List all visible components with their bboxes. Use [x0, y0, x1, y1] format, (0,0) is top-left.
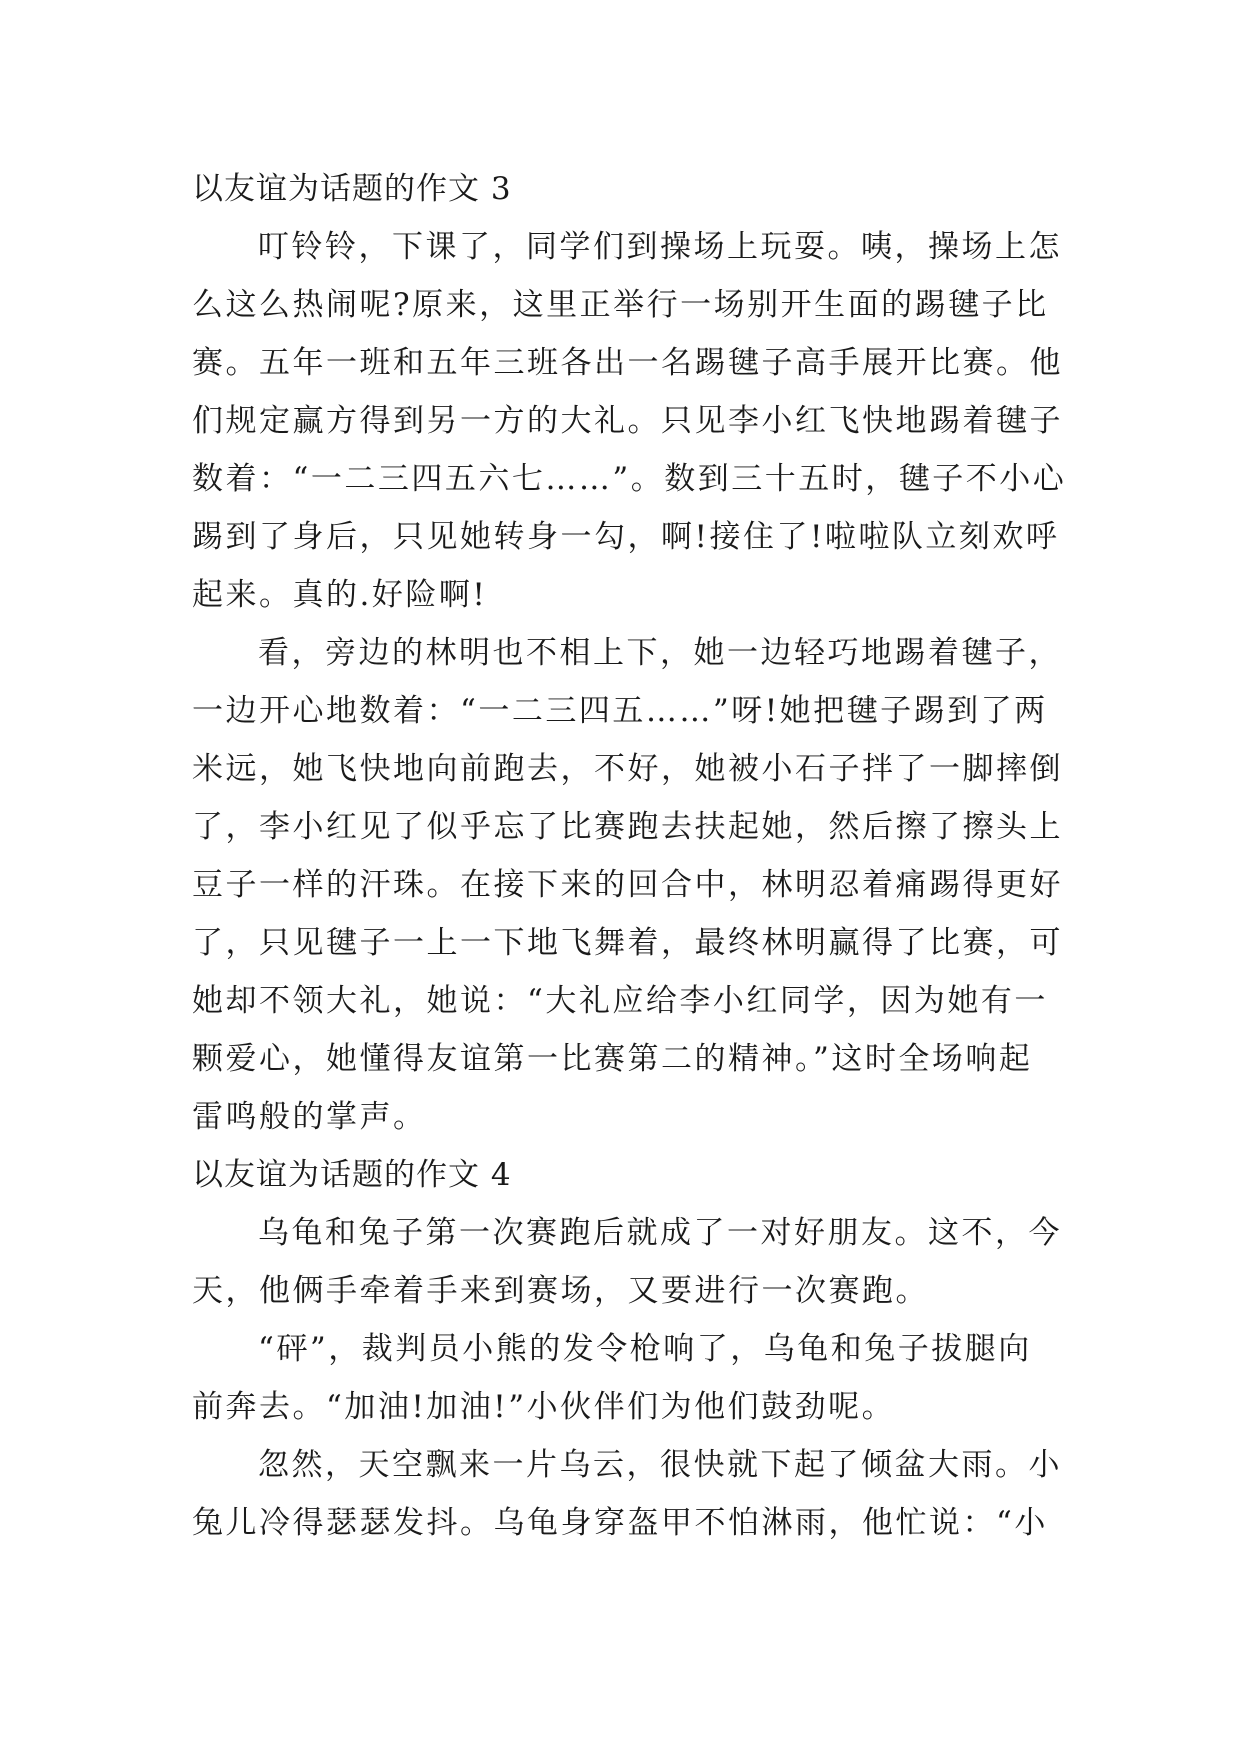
paragraph-line: 她却不领大礼，她说：“大礼应给李小红同学，因为她有一 [192, 983, 1048, 1019]
paragraph-line: 一边开心地数着：“一二三四五……”呀!她把毽子踢到了两 [192, 693, 1048, 729]
paragraph-line: 乌龟和兔子第一次赛跑后就成了一对好朋友。这不，今 [258, 1215, 1062, 1251]
essay-text [192, 160, 1067, 1552]
paragraph-line: 米远，她飞快地向前跑去，不好，她被小石子拌了一脚摔倒 [192, 751, 1063, 787]
paragraph-line: 前奔去。“加油!加油!”小伙伴们为他们鼓劲呢。 [192, 1389, 896, 1425]
paragraph-line: 兔儿冷得瑟瑟发抖。乌龟身穿盔甲不怕淋雨，他忙说：“小 [192, 1505, 1048, 1541]
paragraph-line: 颗爱心，她懂得友谊第一比赛第二的精神。”这时全场响起 [192, 1041, 1033, 1077]
paragraph-line: 天，他俩手牵着手来到赛场，又要进行一次赛跑。 [192, 1273, 929, 1309]
essay-title-4: 以友谊为话题的作文 4 [192, 1157, 512, 1193]
paragraph-line: 么这么热闹呢?原来，这里正举行一场别开生面的踢毽子比 [192, 287, 1049, 323]
paragraph-line: 看，旁边的林明也不相上下，她一边轻巧地踢着毽子， [258, 635, 1062, 671]
paragraph-line: “砰”，裁判员小熊的发令枪响了，乌龟和兔子拔腿向 [258, 1331, 1032, 1367]
paragraph-line: 忽然，天空飘来一片乌云，很快就下起了倾盆大雨。小 [258, 1447, 1062, 1483]
paragraph-line: 了，只见毽子一上一下地飞舞着，最终林明赢得了比赛，可 [192, 925, 1063, 961]
paragraph-line: 叮铃铃，下课了，同学们到操场上玩耍。咦，操场上怎 [258, 229, 1062, 265]
paragraph-line: 赛。五年一班和五年三班各出一名踢毽子高手展开比赛。他 [192, 345, 1063, 381]
paragraph-line: 起来。真的.好险啊! [192, 577, 488, 613]
paragraph-line: 踢到了身后，只见她转身一勾，啊!接住了!啦啦队立刻欢呼 [192, 519, 1060, 555]
paragraph-line: 数着：“一二三四五六七……”。数到三十五时，毽子不小心 [192, 461, 1067, 497]
paragraph-line: 们规定赢方得到另一方的大礼。只见李小红飞快地踢着毽子 [192, 403, 1063, 439]
paragraph-line: 豆子一样的汗珠。在接下来的回合中，林明忍着痛踢得更好 [192, 867, 1063, 903]
paragraph-line: 了，李小红见了似乎忘了比赛跑去扶起她，然后擦了擦头上 [192, 809, 1063, 845]
paragraph-line: 雷鸣般的掌声。 [192, 1099, 427, 1135]
essay-title-3: 以友谊为话题的作文 3 [192, 171, 512, 207]
